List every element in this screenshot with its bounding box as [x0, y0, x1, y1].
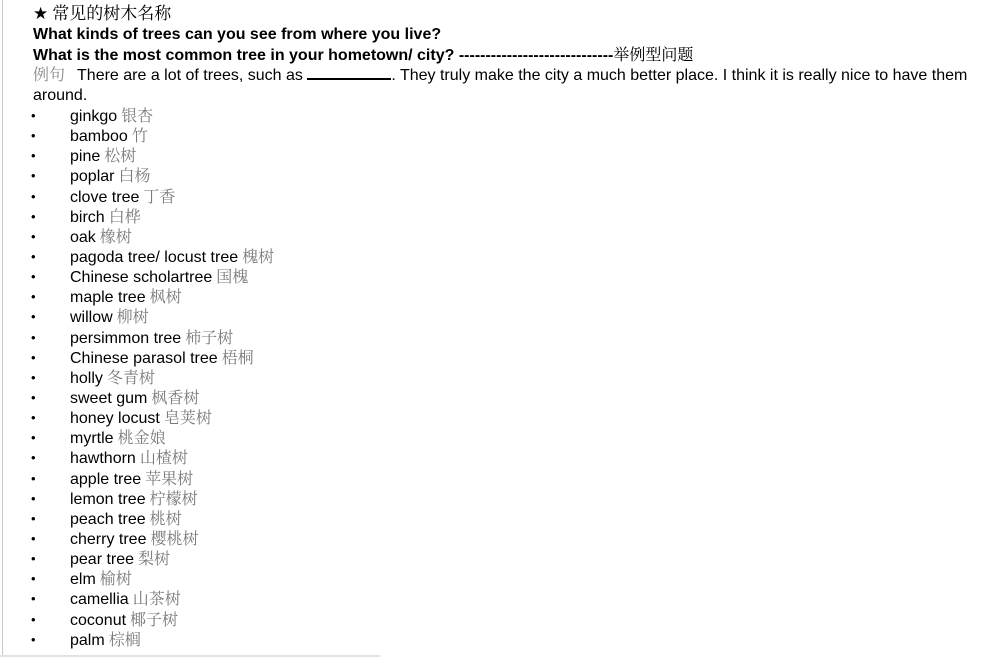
list-item — [33, 287, 992, 307]
tree-name-en: peach tree — [70, 510, 146, 528]
tree-name-en: apple tree — [70, 470, 142, 488]
tree-name-cn: 梧桐 — [221, 347, 254, 367]
list-item — [33, 348, 992, 368]
tree-name-cn: 银杏 — [121, 106, 154, 125]
tree-name-en: lemon tree — [70, 490, 146, 508]
bullet-icon: • — [31, 188, 36, 204]
list-item — [33, 247, 992, 267]
tree-name-cn: 国槐 — [216, 267, 249, 287]
bullet-icon: • — [31, 309, 36, 325]
list-item — [33, 307, 992, 327]
tree-name-en: holly — [70, 369, 103, 387]
list-item — [33, 509, 992, 529]
bullet-icon: • — [31, 329, 36, 345]
tree-name-en: pagoda tree/ locust tree — [70, 248, 239, 266]
tree-name-en: clove tree — [70, 188, 140, 206]
question-2-tag: 举例型问题 — [613, 45, 694, 64]
tree-name-en: camellia — [70, 591, 129, 609]
tree-name-cn: 桃树 — [149, 508, 182, 528]
bullet-icon: • — [31, 631, 36, 647]
tree-name-cn: 枫树 — [149, 287, 182, 307]
question-2-dashes: ----------------------------- — [458, 47, 614, 64]
tree-name-cn: 山楂树 — [139, 448, 188, 468]
bullet-icon: • — [31, 289, 36, 305]
tree-name-cn: 椰子树 — [130, 609, 179, 629]
bullet-icon: • — [31, 128, 36, 144]
list-item — [33, 126, 992, 146]
tree-name-en: sweet gum — [70, 389, 148, 407]
tree-name-en: oak — [70, 228, 96, 246]
bullet-icon: • — [31, 269, 36, 285]
tree-name-en: palm — [70, 631, 105, 649]
tree-name-en: bamboo — [70, 128, 128, 146]
bullet-icon: • — [31, 430, 36, 446]
tree-name-en: cherry tree — [70, 530, 147, 548]
tree-name-en: poplar — [70, 168, 115, 186]
bullet-icon: • — [31, 349, 36, 365]
tree-name-cn: 丁香 — [143, 186, 176, 206]
tree-name-cn: 竹 — [131, 126, 148, 146]
star-icon: ★ — [33, 4, 49, 24]
list-item — [33, 328, 992, 348]
question-2 — [33, 45, 992, 65]
tree-name-cn: 白桦 — [108, 206, 141, 226]
list-item — [33, 146, 992, 166]
question-1-text: What kinds of trees can you see from where you live? — [33, 26, 442, 43]
tree-name-cn: 枫香树 — [151, 387, 200, 407]
tree-name-cn: 棕榈 — [108, 629, 141, 649]
bullet-icon: • — [31, 571, 36, 587]
tree-name-en: elm — [70, 571, 96, 589]
tree-name-cn: 柳树 — [116, 307, 149, 327]
list-item — [33, 388, 992, 408]
bullet-icon: • — [31, 551, 36, 567]
tree-name-cn: 冬青树 — [106, 367, 155, 387]
question-2-text: What is the most common tree in your hometown/ city? — [33, 47, 459, 64]
bullet-icon: • — [31, 228, 36, 244]
list-item — [33, 610, 992, 630]
bullet-icon: • — [31, 450, 36, 466]
list-item — [33, 529, 992, 549]
tree-name-en: honey locust — [70, 410, 160, 428]
bullet-icon: • — [31, 168, 36, 184]
tree-name-en: coconut — [70, 611, 127, 629]
list-item — [33, 227, 992, 247]
title-text: 常见的树木名称 — [52, 4, 172, 24]
tree-name-cn: 松树 — [104, 146, 137, 166]
bullet-icon: • — [31, 591, 36, 607]
bullet-icon: • — [31, 611, 36, 627]
bullet-icon: • — [31, 490, 36, 506]
list-item — [33, 187, 992, 207]
bullet-icon: • — [31, 208, 36, 224]
list-item — [33, 428, 992, 448]
tree-name-cn: 山茶树 — [132, 589, 181, 609]
list-item — [33, 267, 992, 287]
example-label: 例句 — [33, 65, 66, 84]
bottom-border-line — [0, 655, 380, 657]
bullet-icon: • — [31, 108, 36, 123]
tree-list — [33, 106, 992, 650]
tree-name-cn: 苹果树 — [145, 468, 194, 488]
tree-name-cn: 槐树 — [242, 246, 275, 266]
list-item — [33, 207, 992, 227]
tree-name-en: persimmon tree — [70, 329, 182, 347]
bullet-icon: • — [31, 369, 36, 385]
bullet-icon: • — [31, 248, 36, 264]
tree-name-cn: 柠檬树 — [149, 488, 198, 508]
example-text-after: . They truly make the city a much better place. I think it is really nice to have them around. — [33, 67, 968, 104]
list-item — [33, 408, 992, 428]
list-item — [33, 630, 992, 650]
tree-name-en: hawthorn — [70, 450, 136, 468]
tree-name-cn: 白杨 — [118, 166, 151, 186]
page-title — [33, 4, 992, 25]
bullet-icon: • — [31, 530, 36, 546]
list-item — [33, 469, 992, 489]
list-item — [33, 368, 992, 388]
bullet-icon: • — [31, 510, 36, 526]
list-item — [33, 549, 992, 569]
tree-name-en: myrtle — [70, 430, 114, 448]
tree-name-cn: 皂荚树 — [163, 408, 212, 428]
list-item — [33, 106, 992, 126]
tree-name-cn: 樱桃树 — [150, 528, 199, 548]
example-sentence — [33, 65, 995, 106]
tree-name-cn: 榆树 — [99, 569, 132, 589]
question-1 — [33, 25, 992, 45]
tree-name-en: willow — [70, 309, 113, 327]
tree-name-en: pine — [70, 148, 101, 166]
tree-name-cn: 橡树 — [99, 226, 132, 246]
list-item — [33, 166, 992, 186]
tree-name-en: Chinese scholartree — [70, 269, 213, 287]
tree-name-en: birch — [70, 208, 105, 226]
tree-name-en: ginkgo — [70, 108, 118, 125]
tree-name-en: Chinese parasol tree — [70, 349, 218, 367]
list-item — [33, 448, 992, 468]
bullet-icon: • — [31, 148, 36, 164]
bullet-icon: • — [31, 410, 36, 426]
tree-name-en: pear tree — [70, 551, 135, 569]
fill-in-blank — [307, 65, 391, 80]
left-border-line — [2, 0, 3, 656]
list-item — [33, 489, 992, 509]
list-item — [33, 589, 992, 609]
bullet-icon: • — [31, 389, 36, 405]
bullet-icon: • — [31, 470, 36, 486]
tree-name-cn: 梨树 — [138, 549, 171, 569]
example-text-before: There are a lot of trees, such as — [77, 67, 308, 84]
list-item — [33, 569, 992, 589]
tree-name-cn: 柿子树 — [185, 327, 234, 347]
tree-name-en: maple tree — [70, 289, 146, 307]
tree-name-cn: 桃金娘 — [117, 428, 166, 448]
